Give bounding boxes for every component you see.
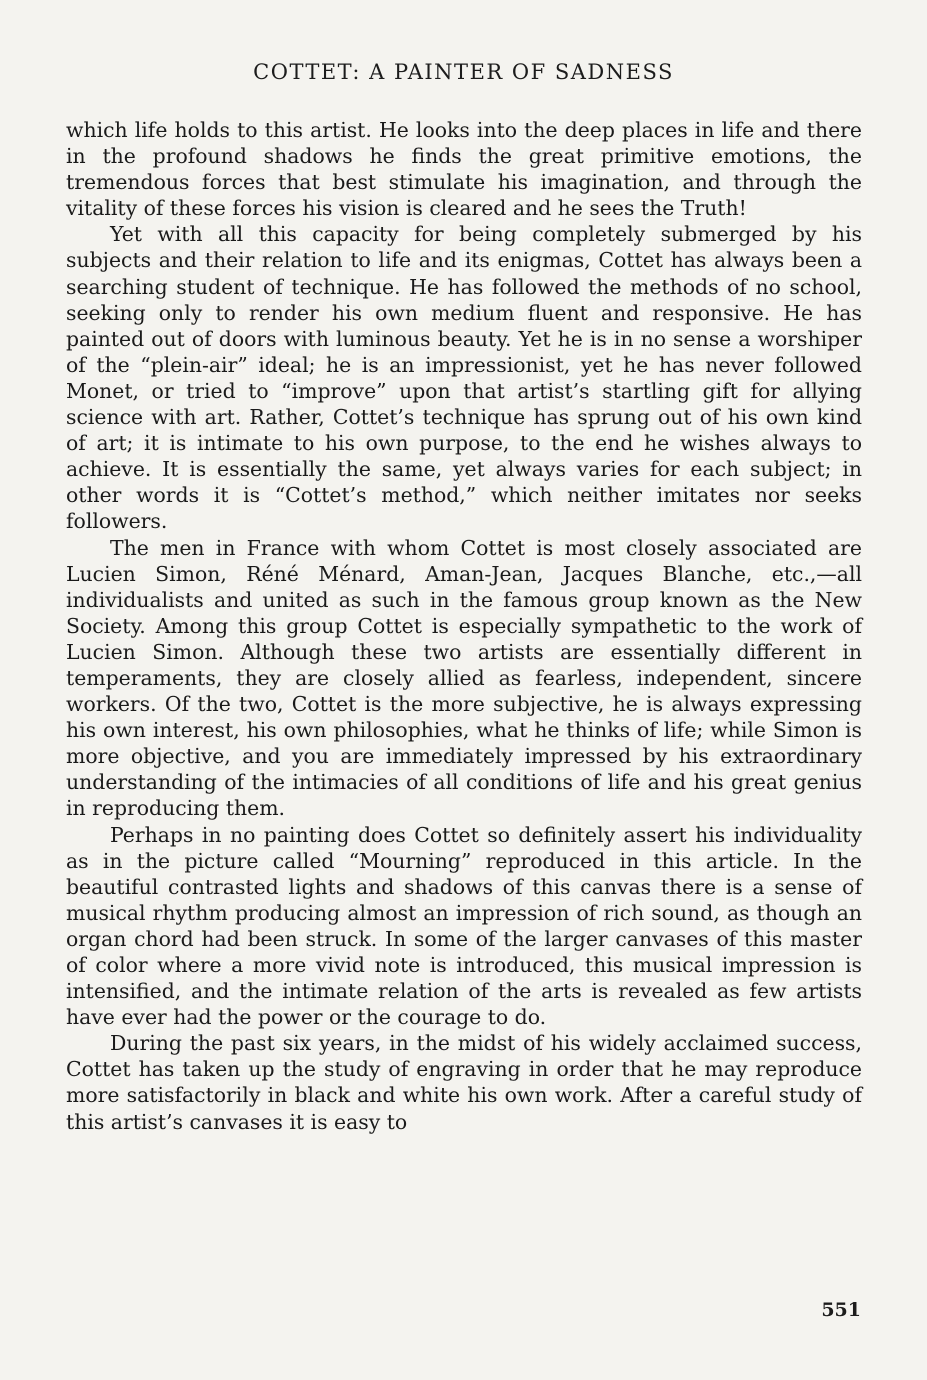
paragraph-associates: The men in France with whom Cottet is most closely associated are Lucien Simon, Réné Ménard, Aman-Jean, Jacques Blanche, etc.,—all individualists and united as such in the famous group known as the New Society. Among this group Cottet is especially sympathetic to the work of Lucien Simon. Although these two artists are essentially different in temperaments, they are closely allied as fearless, independent, sincere workers. Of the two, Cottet is the more subjective, he is always expressing his own interest, his own philosophies, what he thinks of life; while Simon is more objective, and you are immediately impressed by his extraordinary understanding of the intimacies of all conditions of life and his great genius in reproducing them. <box>66 535 862 821</box>
running-title: COTTET: A PAINTER OF SADNESS <box>253 60 674 84</box>
paragraph-mourning: Perhaps in no painting does Cottet so definitely assert his individuality as in the picture called “Mourning” reproduced in this article. In the beautiful contrasted lights and shadows of this canvas there is a sense of musical rhythm producing almost an impression of rich sound, as though an organ chord had been struck. In some of the larger canvases of this master of color where a more vivid note is introduced, this musical impression is intensified, and the intimate relation of the arts is revealed as few artists have ever had the power or the courage to do. <box>66 822 862 1030</box>
paragraph-engraving: During the past six years, in the midst of his widely acclaimed success, Cottet has taken up the study of engraving in order that he may reproduce more satisfactorily in black and white his own work. After a careful study of this artist’s canvases it is easy to <box>66 1031 862 1134</box>
page-number: 551 <box>821 1299 861 1321</box>
paragraph-technique: Yet with all this capacity for being completely submerged by his subjects and their relation to life and its enigmas, Cottet has always been a searching student of technique. He has followed the methods of no school, seeking only to render his own medium fluent and responsive. He has painted out of doors with luminous beauty. Yet he is in no sense a worshiper of the “plein-air” ideal; he is an impressionist, yet he has never followed Monet, or tried to “improve” upon that artist’s startling gift for allying science with art. Rather, Cottet’s technique has sprung out of his own kind of art; it is intimate to his own purpose, to the end he wishes always to achieve. It is essentially the same, yet always varies for each subject; in other words it is “Cottet’s method,” which neither imitates nor seeks followers. <box>66 222 862 534</box>
paragraph-continued: which life holds to this artist. He looks into the deep places in life and there in the profound shadows he finds the great primitive emotions, the tremendous forces that best stimulate his imagination, and through the vitality of these forces his vision is cleared and he sees the Truth! <box>66 118 862 221</box>
article-body <box>66 117 862 1135</box>
